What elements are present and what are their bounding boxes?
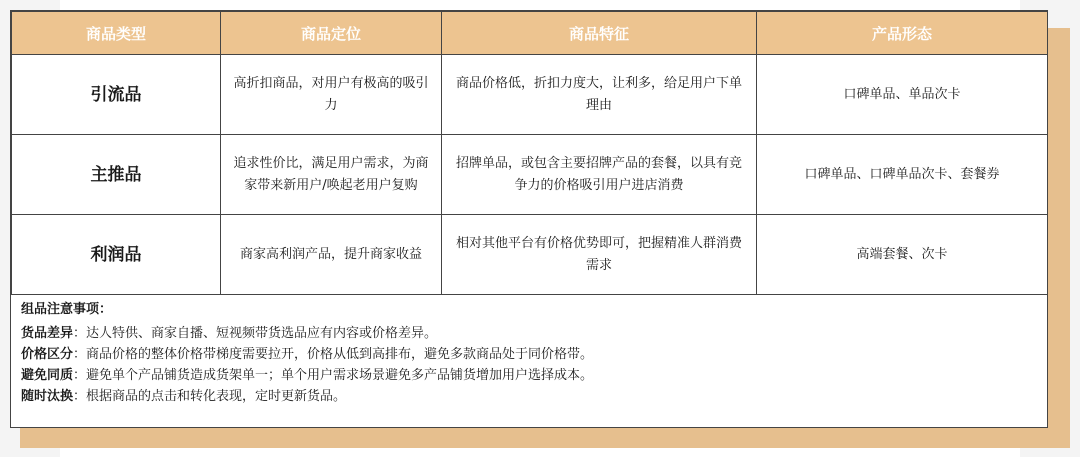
cell-features: 相对其他平台有价格优势即可，把握精准人群消费需求 [442, 215, 757, 295]
table-header-row [12, 12, 1048, 55]
notes-section [21, 299, 1031, 407]
header-cell-form: 产品形态 [757, 12, 1048, 55]
table-row [12, 55, 1048, 135]
note-label: 价格区分 [21, 347, 74, 362]
header-cell-positioning: 商品定位 [221, 12, 442, 55]
notes-title: 组品注意事项： [21, 302, 113, 317]
cell-positioning: 追求性价比，满足用户需求，为商家带来新用户/唤起老用户复购 [221, 135, 442, 215]
cell-features: 商品价格低，折扣力度大，让利多，给足用户下单理由 [442, 55, 757, 135]
note-item [21, 323, 1031, 344]
table-row [12, 215, 1048, 295]
note-item [21, 365, 1031, 386]
header-cell-features: 商品特征 [442, 12, 757, 55]
cell-type: 利润品 [12, 215, 221, 295]
note-text: ：根据商品的点击和转化表现，定时更新货品。 [73, 389, 347, 404]
cell-features: 招牌单品，或包含主要招牌产品的套餐，以具有竞争力的价格吸引用户进店消费 [442, 135, 757, 215]
note-text: ：避免单个产品铺货造成货架单一；单个用户需求场景避免多产品铺货增加用户选择成本。 [73, 368, 594, 383]
cell-form: 口碑单品、口碑单品次卡、套餐券 [757, 135, 1048, 215]
cell-form: 口碑单品、单品次卡 [757, 55, 1048, 135]
note-item [21, 344, 1031, 365]
cell-positioning: 商家高利润产品，提升商家收益 [221, 215, 442, 295]
cell-form: 高端套餐、次卡 [757, 215, 1048, 295]
product-table [11, 11, 1048, 295]
cell-positioning: 高折扣商品，对用户有极高的吸引力 [221, 55, 442, 135]
product-card [10, 10, 1048, 428]
note-text: ：达人特供、商家自播、短视频带货选品应有内容或价格差异。 [73, 326, 438, 341]
table-row [12, 135, 1048, 215]
note-label: 货品差异 [21, 326, 74, 341]
header-cell-type: 商品类型 [12, 12, 221, 55]
cell-type: 引流品 [12, 55, 221, 135]
note-text: ：商品价格的整体价格带梯度需要拉开，价格从低到高排布，避免多款商品处于同价格带。 [73, 347, 594, 362]
note-label: 避免同质 [21, 368, 74, 383]
note-item [21, 386, 1031, 407]
cell-type: 主推品 [12, 135, 221, 215]
note-label: 随时汰换 [21, 389, 74, 404]
